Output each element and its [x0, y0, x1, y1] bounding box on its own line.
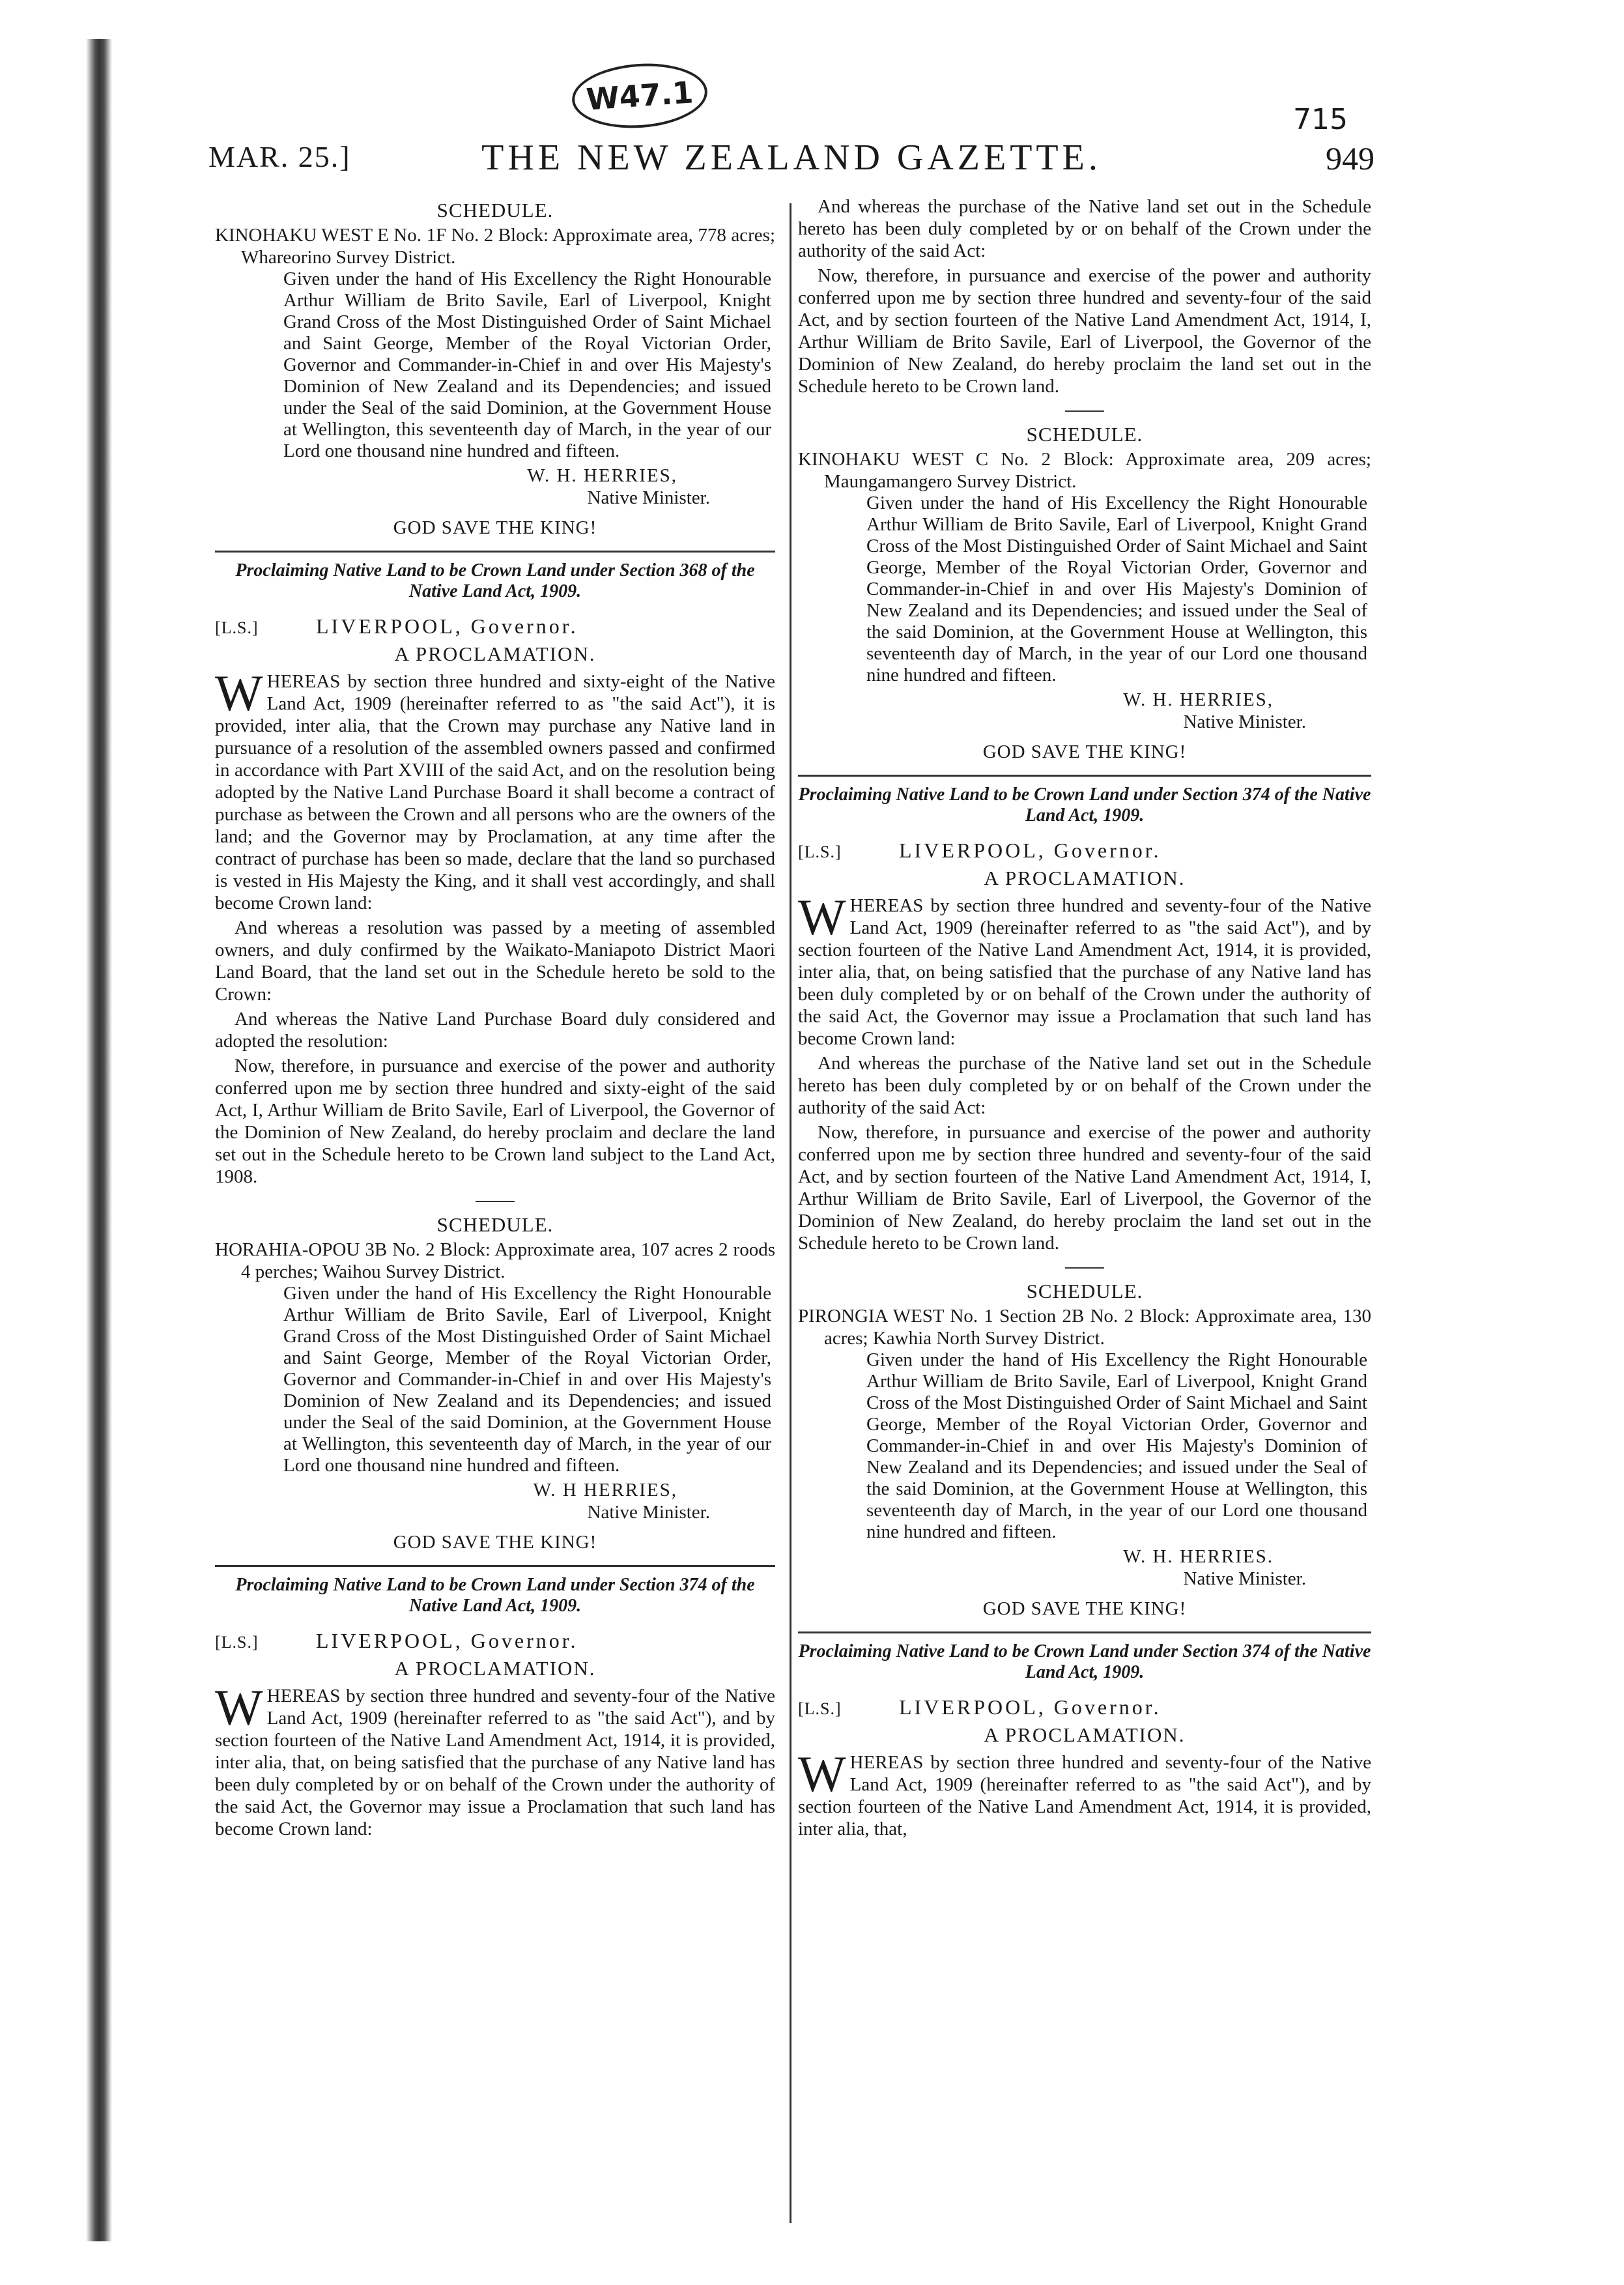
whereas-paragraph	[798, 889, 1371, 1050]
signer-name: W. H. HERRIES,	[527, 465, 677, 486]
seal-mark: [L.S.]	[798, 1699, 842, 1718]
paragraph: And whereas the purchase of the Native land set out in the Schedule hereto has been duly completed by or on behalf of the Crown under the authority of the said Act:	[798, 196, 1371, 261]
governor-line	[798, 1696, 1371, 1720]
paragraph: And whereas the Native Land Purchase Board duly considered and adopted the resolution:	[215, 1009, 775, 1052]
whereas-paragraph	[215, 1679, 775, 1840]
governor-name: LIVERPOOL, Governor.	[316, 614, 578, 638]
governor-name: LIVERPOOL, Governor.	[316, 1629, 578, 1652]
archive-stamp: W47.1	[570, 59, 709, 132]
schedule-heading: SCHEDULE.	[436, 1213, 554, 1236]
short-divider	[476, 1201, 515, 1202]
drop-cap: W	[215, 665, 263, 721]
handwritten-number: 715	[1293, 103, 1348, 136]
signer-name: W. H. HERRIES,	[1123, 689, 1274, 710]
schedule-heading: SCHEDULE.	[1026, 1280, 1143, 1302]
header-date: MAR. 25.]	[208, 140, 351, 173]
governor-line	[798, 839, 1371, 863]
given-under-hand: Given under the hand of His Excellency the Right Honourable Arthur William de Brito Savile, Earl of Liverpool, Knight Grand Cross of the Most Distinguished Order of Saint Michael and Saint George, Member of the Royal Victorian Order, Governor and Commander-in-Chief in and over His Majesty's Dominion of New Zealand and its Dependencies; and issued under the Seal of the said Dominion, at the Government House at Wellington, this seventeenth day of March, in the year of our Lord one thousand nine hundred and fifteen.	[283, 1283, 771, 1476]
paragraph: Now, therefore, in pursuance and exercise of the power and authority conferred upon me by section three hundred and seventy-four of the said Act, and by section fourteen of the Native Land Amendment Act, 1914, I, Arthur William de Brito Savile, Earl of Liverpool, the Governor of the Dominion of New Zealand, do hereby proclaim the land set out in the Schedule hereto to be Crown land.	[798, 265, 1371, 397]
god-save-the-king: GOD SAVE THE KING!	[982, 1598, 1187, 1619]
signer-name: W. H. HERRIES.	[1123, 1546, 1274, 1567]
proclamation-heading: A PROCLAMATION.	[984, 867, 1186, 889]
whereas-text: HEREAS by section three hundred and seventy-four of the Native Land Act, 1909 (hereinafter referred to as "the said Act"), and by section fourteen of the Native Land Amendment Act, 1914, it is provided, inter alia, that, on being satisfied that the purchase of any Native land has been duly completed by or on behalf of the Crown under the authority of the said Act, the Governor may issue a Proclamation that such land has become Crown land:	[798, 895, 1371, 1049]
schedule-block: KINOHAKU WEST E No. 1F No. 2 Block: Approximate area, 778 acres; Whareorino Survey District.	[215, 225, 775, 268]
left-column	[215, 195, 775, 1843]
governor-line	[215, 1630, 775, 1654]
gazette-title: THE NEW ZEALAND GAZETTE.	[481, 137, 1102, 178]
signer-name: W. H HERRIES,	[533, 1480, 677, 1501]
whereas-text: HEREAS by section three hundred and seventy-four of the Native Land Act, 1909 (hereinafter referred to as "the said Act"), and by section fourteen of the Native Land Amendment Act, 1914, it is provided, inter alia, that, on being satisfied that the purchase of any Native land has been duly completed by or on behalf of the Crown under the authority of the said Act, the Governor may issue a Proclamation that such land has become Crown land:	[215, 1686, 775, 1839]
proclamation-title: Proclaiming Native Land to be Crown Land under Section 374 of the Native Land Act, 1909.	[235, 1575, 755, 1616]
drop-cap: W	[798, 1746, 846, 1802]
proclamation-title: Proclaiming Native Land to be Crown Land under Section 374 of the Native Land Act, 1909.	[798, 1641, 1371, 1682]
short-divider	[1065, 1267, 1104, 1269]
paragraph: Now, therefore, in pursuance and exercise of the power and authority conferred upon me by section three hundred and sixty-eight of the said Act, I, Arthur William de Brito Savile, Earl of Liverpool, the Governor of the Dominion of New Zealand, do hereby proclaim and declare the land set out in the Schedule hereto to be Crown land subject to the Land Act, 1908.	[215, 1056, 775, 1187]
schedule-block: PIRONGIA WEST No. 1 Section 2B No. 2 Block: Approximate area, 130 acres; Kawhia North Survey District.	[798, 1306, 1371, 1349]
proclamation-title: Proclaiming Native Land to be Crown Land under Section 374 of the Native Land Act, 1909.	[798, 784, 1371, 826]
proclamation-title: Proclaiming Native Land to be Crown Land under Section 368 of the Native Land Act, 1909.	[235, 560, 755, 601]
seal-mark: [L.S.]	[798, 842, 842, 861]
signer-title: Native Minister.	[587, 1502, 710, 1523]
proclamation-heading: A PROCLAMATION.	[394, 1657, 596, 1680]
section-divider	[215, 551, 775, 553]
governor-name: LIVERPOOL, Governor.	[899, 1695, 1161, 1719]
section-divider	[798, 775, 1371, 777]
schedule-heading: SCHEDULE.	[436, 199, 554, 222]
section-divider	[215, 1565, 775, 1567]
page-header	[208, 130, 1375, 182]
seal-mark: [L.S.]	[215, 618, 259, 637]
column-divider	[790, 203, 791, 2223]
page-number: 949	[1326, 140, 1375, 177]
whereas-paragraph	[215, 665, 775, 914]
whereas-paragraph	[798, 1746, 1371, 1840]
signer-title: Native Minister.	[587, 487, 710, 508]
whereas-text: HEREAS by section three hundred and seventy-four of the Native Land Act, 1909 (hereinafter referred to as "the said Act"), and by section fourteen of the Native Land Amendment Act, 1914, it is provided, inter alia, that,	[798, 1752, 1371, 1839]
proclamation-heading: A PROCLAMATION.	[394, 642, 596, 665]
drop-cap: W	[798, 889, 846, 945]
proclamation-heading: A PROCLAMATION.	[984, 1723, 1186, 1746]
paragraph: Now, therefore, in pursuance and exercise of the power and authority conferred upon me by section three hundred and seventy-four of the said Act, and by section fourteen of the Native Land Amendment Act, 1914, I, Arthur William de Brito Savile, Earl of Liverpool, the Governor of the Dominion of New Zealand, do hereby proclaim the land set out in the Schedule hereto to be Crown land.	[798, 1122, 1371, 1254]
whereas-text: HEREAS by section three hundred and sixty-eight of the Native Land Act, 1909 (hereinafter referred to as "the said Act"), it is provided, inter alia, that the Crown may purchase any Native land in pursuance of a resolution of the assembled owners passed and confirmed in accordance with Part XVIII of the said Act, and on the resolution being adopted by the Native Land Purchase Board it shall become a contract of purchase as between the Crown and all persons who are the owners of the land; and the Governor may by Proclamation, at any time after the contract of purchase has been so made, declare that the land so purchased is vested in His Majesty the King, and it shall vest accordingly, and shall become Crown land:	[215, 671, 775, 913]
given-under-hand: Given under the hand of His Excellency the Right Honourable Arthur William de Brito Savile, Earl of Liverpool, Knight Grand Cross of the Most Distinguished Order of Saint Michael and Saint George, Member of the Royal Victorian Order, Governor and Commander-in-Chief in and over His Majesty's Dominion of New Zealand and its Dependencies; and issued under the Seal of the said Dominion, at the Government House at Wellington, this seventeenth day of March, in the year of our Lord one thousand nine hundred and fifteen.	[283, 268, 771, 461]
drop-cap: W	[215, 1679, 263, 1736]
schedule-heading: SCHEDULE.	[1026, 423, 1143, 446]
section-divider	[798, 1631, 1371, 1633]
governor-name: LIVERPOOL, Governor.	[899, 839, 1161, 862]
signer-title: Native Minister.	[1183, 1568, 1306, 1589]
right-column	[798, 195, 1371, 1843]
god-save-the-king: GOD SAVE THE KING!	[393, 517, 597, 538]
seal-mark: [L.S.]	[215, 1633, 259, 1652]
given-under-hand: Given under the hand of His Excellency the Right Honourable Arthur William de Brito Savile, Earl of Liverpool, Knight Grand Cross of the Most Distinguished Order of Saint Michael and Saint George, Member of the Royal Victorian Order, Governor and Commander-in-Chief in and over His Majesty's Dominion of New Zealand and its Dependencies; and issued under the Seal of the said Dominion, at the Government House at Wellington, this seventeenth day of March, in the year of our Lord one thousand nine hundred and fifteen.	[866, 1349, 1367, 1542]
short-divider	[1065, 410, 1104, 412]
god-save-the-king: GOD SAVE THE KING!	[393, 1532, 597, 1553]
god-save-the-king: GOD SAVE THE KING!	[982, 741, 1187, 762]
paragraph: And whereas a resolution was passed by a meeting of assembled owners, and duly confirmed by the Waikato-Maniapoto District Maori Land Board, that the land set out in the Schedule hereto be sold to the Crown:	[215, 917, 775, 1005]
schedule-block: HORAHIA-OPOU 3B No. 2 Block: Approximate area, 107 acres 2 roods 4 perches; Waihou Survey District.	[215, 1239, 775, 1282]
governor-line	[215, 615, 775, 639]
page-binding-edge	[86, 39, 112, 2241]
given-under-hand: Given under the hand of His Excellency the Right Honourable Arthur William de Brito Savile, Earl of Liverpool, Knight Grand Cross of the Most Distinguished Order of Saint Michael and Saint George, Member of the Royal Victorian Order, Governor and Commander-in-Chief in and over His Majesty's Dominion of New Zealand and its Dependencies; and issued under the Seal of the said Dominion, at the Government House at Wellington, this seventeenth day of March, in the year of our Lord one thousand nine hundred and fifteen.	[866, 493, 1367, 685]
signer-title: Native Minister.	[1183, 711, 1306, 732]
paragraph: And whereas the purchase of the Native land set out in the Schedule hereto has been duly completed by or on behalf of the Crown under the authority of the said Act:	[798, 1053, 1371, 1118]
schedule-block: KINOHAKU WEST C No. 2 Block: Approximate area, 209 acres; Maungamangero Survey District.	[798, 449, 1371, 492]
